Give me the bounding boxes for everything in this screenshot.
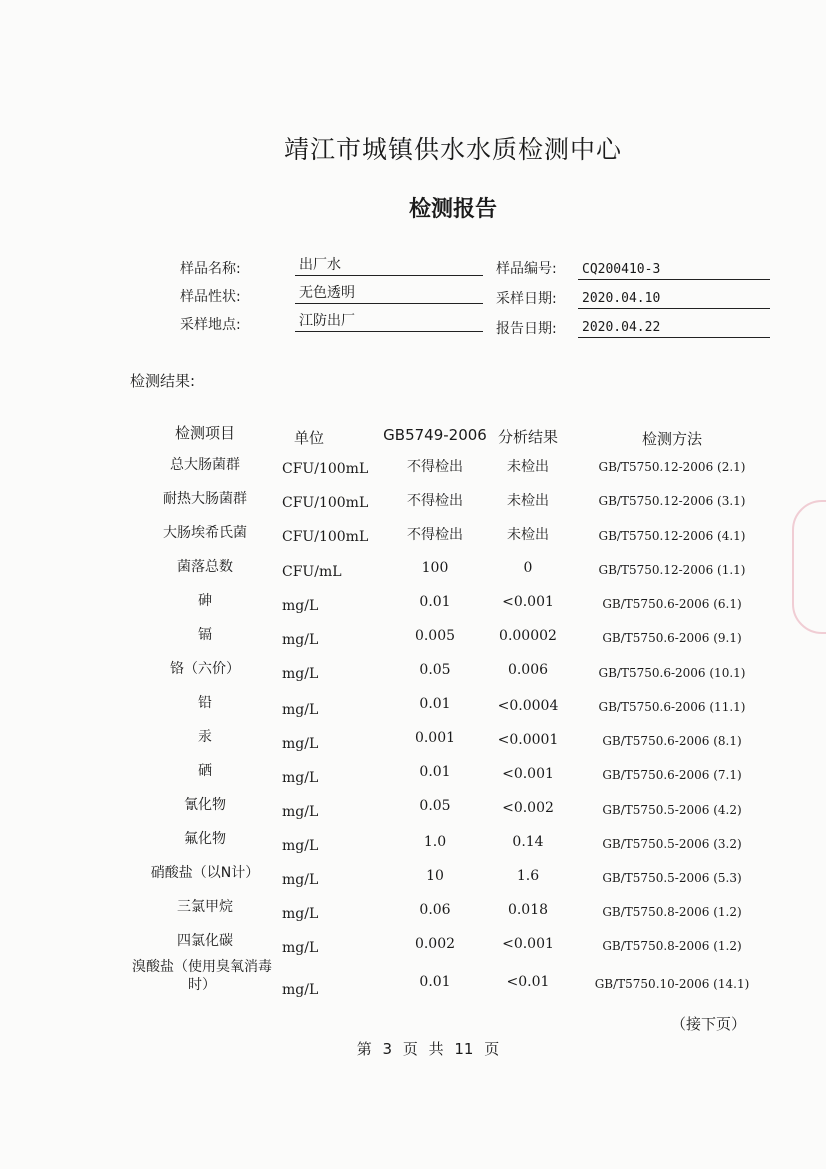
row-method: GB/T5750.6-2006 (6.1) bbox=[602, 597, 742, 611]
report-title: 检测报告 bbox=[408, 197, 497, 222]
row-unit: CFU/100mL bbox=[282, 461, 369, 477]
sample-no-value: CQ200410-3 bbox=[578, 261, 770, 280]
row-method: GB/T5750.8-2006 (1.2) bbox=[602, 905, 742, 919]
row-standard: 0.002 bbox=[414, 936, 456, 952]
sample-name-label: 样品名称: bbox=[180, 261, 241, 277]
row-unit: mg/L bbox=[282, 906, 319, 922]
row-method: GB/T5750.5-2006 (5.3) bbox=[602, 871, 742, 885]
row-method: GB/T5750.8-2006 (1.2) bbox=[602, 939, 742, 953]
row-unit: CFU/100mL bbox=[282, 529, 369, 545]
row-item: 汞 bbox=[198, 729, 212, 745]
page-number: 第 3 页 共 11 页 bbox=[356, 1040, 500, 1058]
sample-date-label: 采样日期: bbox=[496, 291, 557, 307]
row-method: GB/T5750.6-2006 (10.1) bbox=[598, 666, 746, 680]
row-standard: 0.05 bbox=[419, 662, 451, 678]
row-method: GB/T5750.6-2006 (7.1) bbox=[602, 768, 742, 782]
row-result: <0.0004 bbox=[497, 698, 559, 714]
row-item: 氟化物 bbox=[184, 831, 226, 847]
row-unit: mg/L bbox=[282, 632, 319, 648]
row-method: GB/T5750.10-2006 (14.1) bbox=[594, 977, 750, 991]
row-unit: mg/L bbox=[282, 736, 319, 752]
row-result: <0.001 bbox=[502, 936, 554, 952]
row-item: 硒 bbox=[198, 763, 212, 779]
row-result: 0.00002 bbox=[499, 628, 557, 644]
header-item: 检测项目 bbox=[174, 424, 235, 442]
row-item: 砷 bbox=[198, 593, 212, 609]
continued-note: （接下页） bbox=[670, 1015, 746, 1033]
row-result: 0 bbox=[523, 560, 533, 576]
row-standard: 0.06 bbox=[419, 902, 451, 918]
row-unit: CFU/100mL bbox=[282, 495, 369, 511]
row-item: 氰化物 bbox=[184, 797, 226, 813]
row-method: GB/T5750.6-2006 (11.1) bbox=[598, 700, 746, 714]
row-item: 总大肠菌群 bbox=[170, 457, 240, 473]
row-result: 1.6 bbox=[516, 868, 540, 884]
row-result: 未检出 bbox=[507, 493, 549, 509]
sample-prop-value: 无色透明 bbox=[295, 285, 483, 304]
row-unit: mg/L bbox=[282, 666, 319, 682]
row-unit: mg/L bbox=[282, 982, 319, 998]
sample-date-value: 2020.04.10 bbox=[578, 290, 770, 309]
row-unit: mg/L bbox=[282, 770, 319, 786]
report-date-label: 报告日期: bbox=[496, 321, 557, 337]
report-date-value: 2020.04.22 bbox=[578, 319, 770, 338]
sample-prop-label: 样品性状: bbox=[180, 289, 241, 305]
row-unit: mg/L bbox=[282, 838, 319, 854]
row-result: 未检出 bbox=[507, 527, 549, 543]
row-method: GB/T5750.12-2006 (1.1) bbox=[598, 563, 746, 577]
row-standard: 1.0 bbox=[423, 834, 447, 850]
row-standard: 100 bbox=[421, 560, 449, 576]
row-item: 耐热大肠菌群 bbox=[163, 491, 247, 507]
row-unit: mg/L bbox=[282, 872, 319, 888]
row-unit: mg/L bbox=[282, 702, 319, 718]
header-result: 分析结果 bbox=[497, 428, 558, 446]
header-unit: 单位 bbox=[294, 429, 325, 447]
header-method: 检测方法 bbox=[641, 430, 702, 448]
row-result: 0.14 bbox=[512, 834, 544, 850]
org-title: 靖江市城镇供水水质检测中心 bbox=[283, 135, 622, 164]
row-result: <0.0001 bbox=[497, 732, 559, 748]
sample-site-value: 江防出厂 bbox=[295, 313, 483, 332]
row-standard: 不得检出 bbox=[407, 459, 463, 475]
row-result: <0.002 bbox=[502, 800, 554, 816]
row-method: GB/T5750.5-2006 (4.2) bbox=[602, 803, 742, 817]
row-standard: 0.01 bbox=[419, 974, 451, 990]
row-method: GB/T5750.6-2006 (9.1) bbox=[602, 631, 742, 645]
row-method: GB/T5750.6-2006 (8.1) bbox=[602, 734, 742, 748]
row-method: GB/T5750.12-2006 (2.1) bbox=[598, 460, 746, 474]
row-result: <0.001 bbox=[502, 766, 554, 782]
row-result: 0.018 bbox=[507, 902, 549, 918]
header-standard: GB5749-2006 bbox=[383, 426, 487, 444]
row-standard: 0.01 bbox=[419, 696, 451, 712]
row-method: GB/T5750.5-2006 (3.2) bbox=[602, 837, 742, 851]
row-standard: 0.01 bbox=[419, 764, 451, 780]
row-item: 铅 bbox=[198, 695, 212, 711]
row-standard: 0.001 bbox=[414, 730, 456, 746]
row-item: 溴酸盐（使用臭氧消毒时） bbox=[132, 959, 272, 993]
row-item: 铬（六价） bbox=[170, 661, 240, 677]
row-item: 镉 bbox=[198, 627, 212, 643]
row-unit: mg/L bbox=[282, 804, 319, 820]
row-standard: 10 bbox=[426, 868, 444, 884]
row-result: <0.01 bbox=[506, 974, 550, 990]
sample-no-label: 样品编号: bbox=[496, 261, 557, 277]
results-section-title: 检测结果: bbox=[130, 372, 196, 390]
sample-site-label: 采样地点: bbox=[180, 317, 241, 333]
row-standard: 0.005 bbox=[414, 628, 456, 644]
row-result: 0.006 bbox=[507, 662, 549, 678]
row-unit: mg/L bbox=[282, 940, 319, 956]
row-standard: 0.05 bbox=[419, 798, 451, 814]
row-result: 未检出 bbox=[507, 459, 549, 475]
row-item: 大肠埃希氏菌 bbox=[163, 525, 247, 541]
row-item: 四氯化碳 bbox=[177, 933, 233, 949]
row-standard: 0.01 bbox=[419, 594, 451, 610]
row-item: 硝酸盐（以N计） bbox=[150, 865, 260, 881]
row-item: 三氯甲烷 bbox=[177, 899, 233, 915]
row-result: <0.001 bbox=[502, 594, 554, 610]
row-standard: 不得检出 bbox=[407, 493, 463, 509]
row-item: 菌落总数 bbox=[177, 559, 233, 575]
row-method: GB/T5750.12-2006 (4.1) bbox=[598, 529, 746, 543]
sample-name-value: 出厂水 bbox=[295, 257, 483, 276]
row-unit: CFU/mL bbox=[282, 564, 342, 580]
row-standard: 不得检出 bbox=[407, 527, 463, 543]
stamp-mark bbox=[792, 500, 826, 634]
row-unit: mg/L bbox=[282, 598, 319, 614]
row-method: GB/T5750.12-2006 (3.1) bbox=[598, 494, 746, 508]
